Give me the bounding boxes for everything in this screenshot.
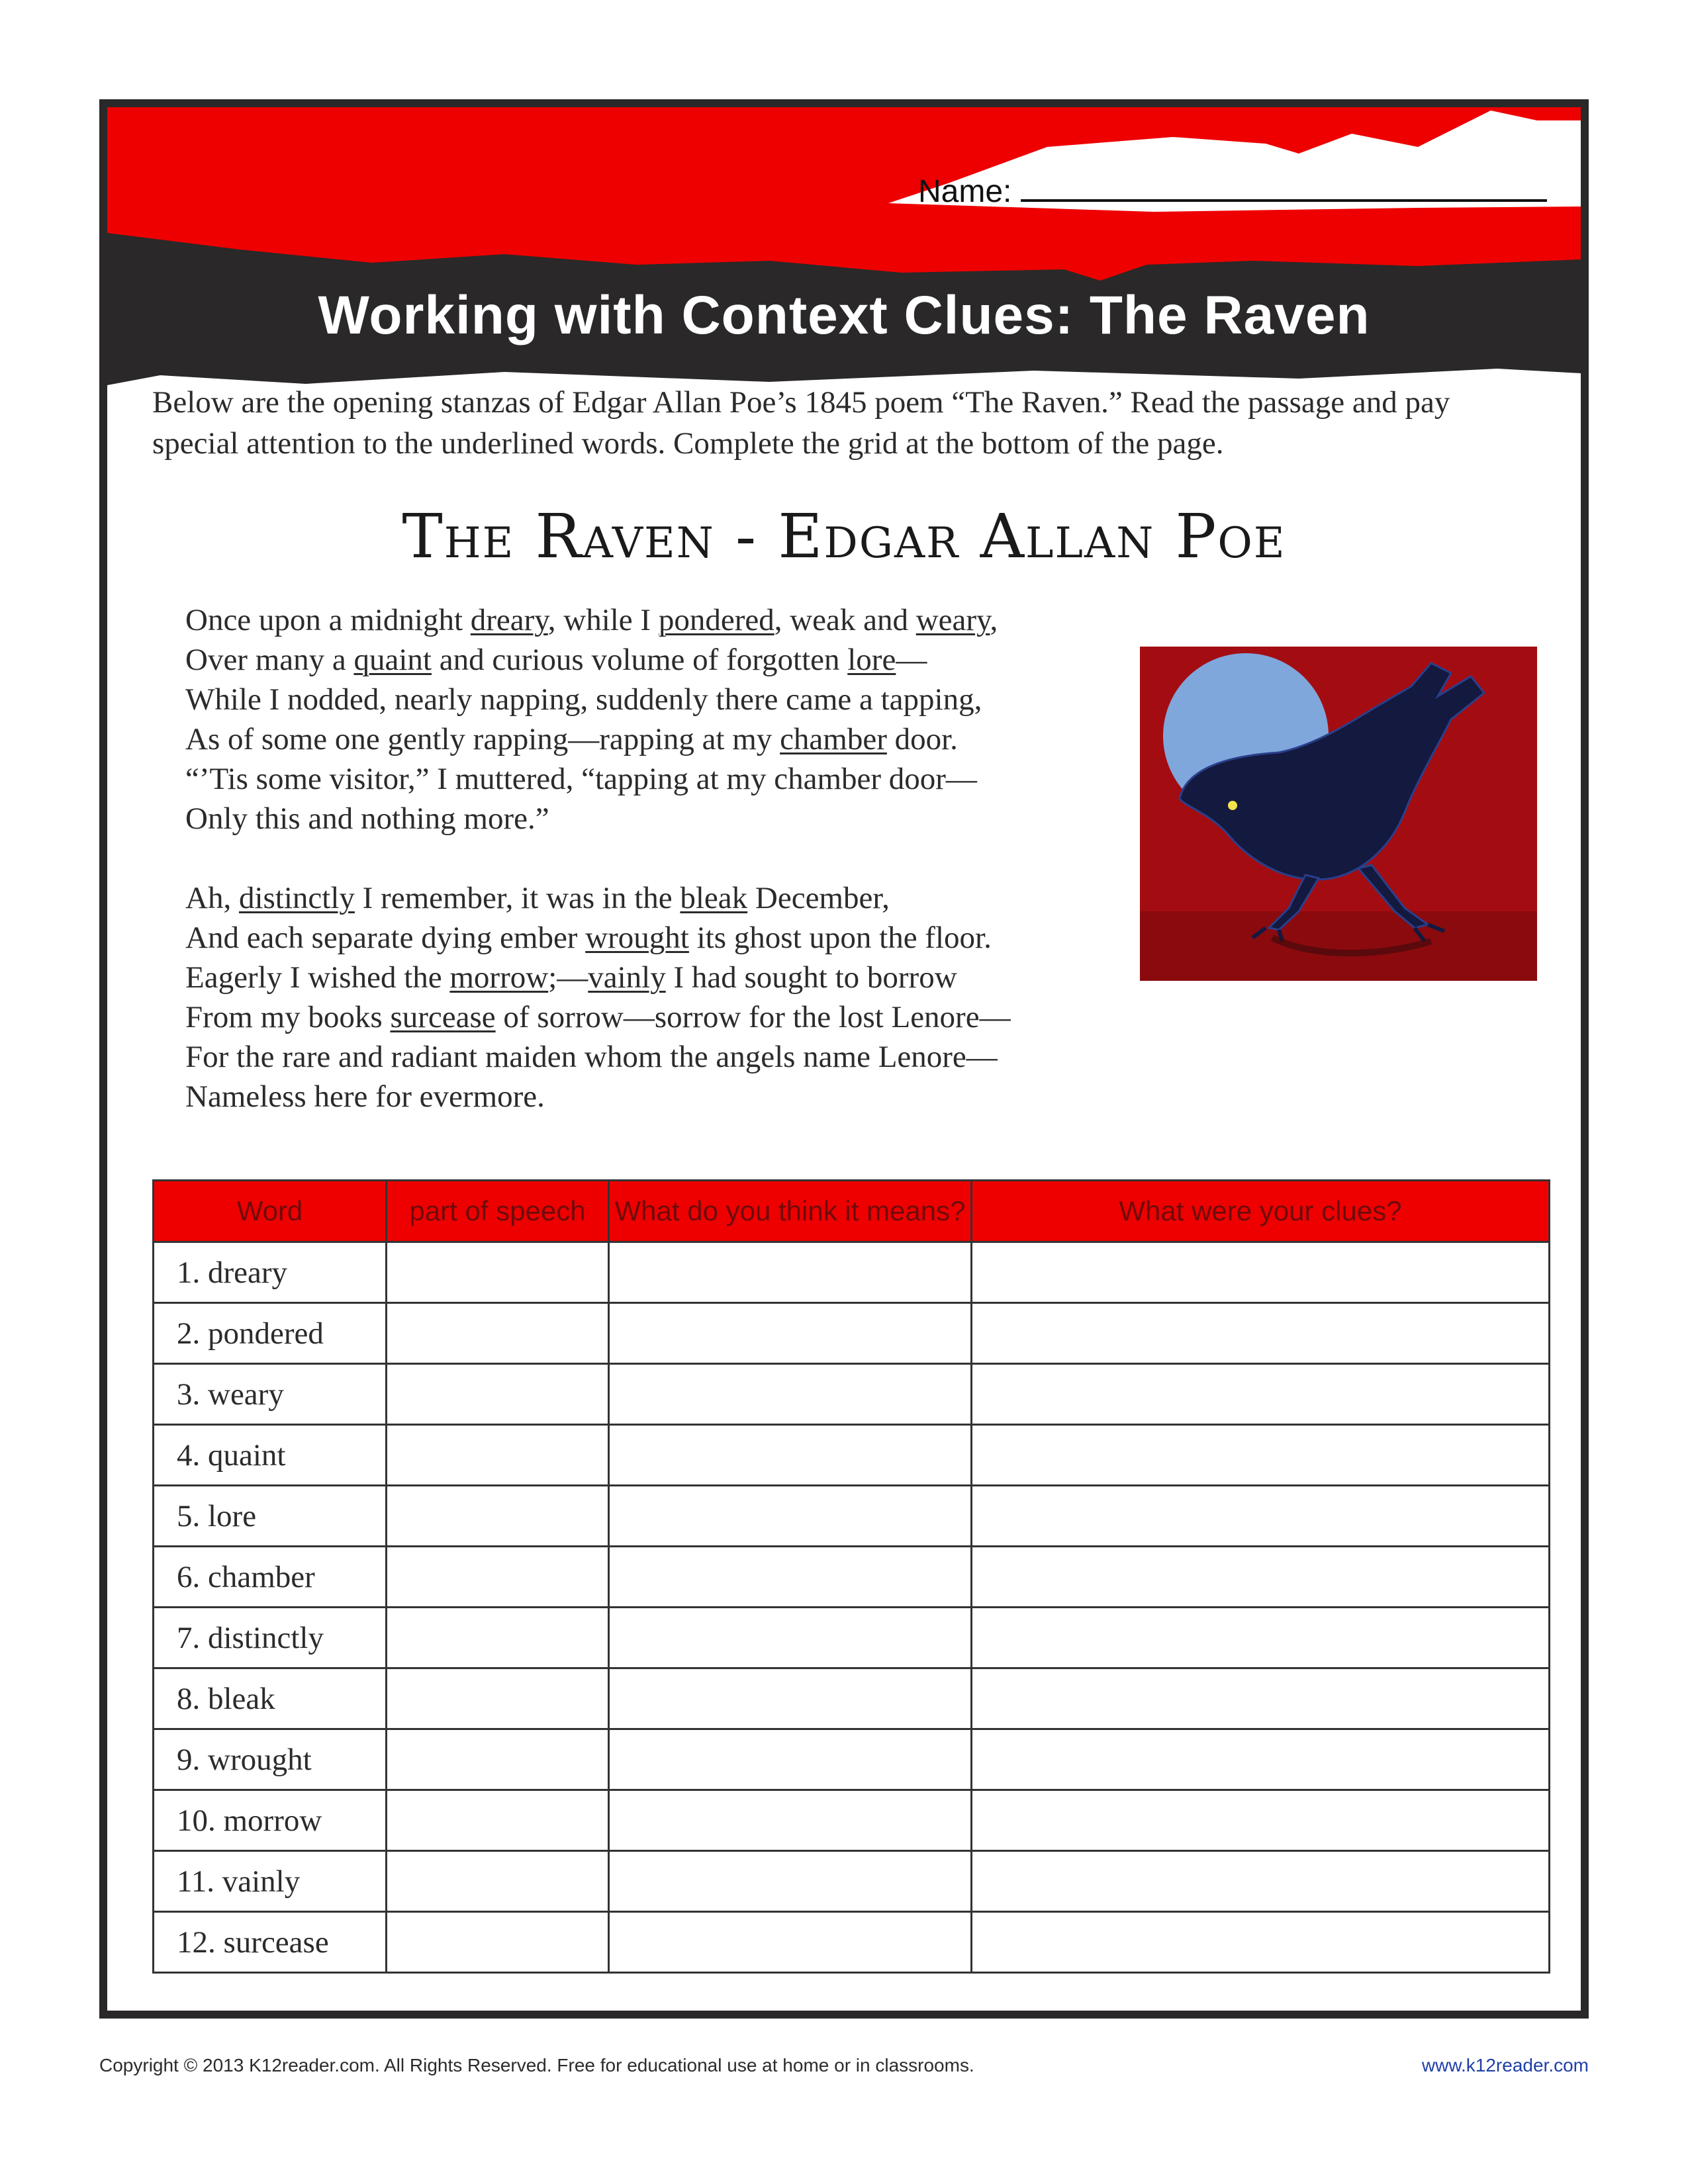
poem-text: As of some one gently rapping—rapping at my bbox=[185, 722, 780, 756]
poem-text: From my books bbox=[185, 1000, 391, 1034]
poem-line bbox=[185, 997, 1205, 1037]
meaning-cell[interactable] bbox=[609, 1486, 972, 1547]
meaning-cell[interactable] bbox=[609, 1364, 972, 1425]
word-cell: 3. weary bbox=[154, 1364, 387, 1425]
word-cell: 9. wrought bbox=[154, 1729, 387, 1790]
table-row bbox=[154, 1851, 1550, 1912]
clues-cell[interactable] bbox=[972, 1242, 1550, 1303]
poem-text: ;— bbox=[548, 960, 588, 995]
poem-text: — bbox=[896, 643, 927, 677]
part-of-speech-cell[interactable] bbox=[387, 1668, 609, 1729]
clues-cell[interactable] bbox=[972, 1364, 1550, 1425]
poem-text: and curious volume of forgotten bbox=[431, 643, 848, 677]
poem-text: Ah, bbox=[185, 881, 239, 915]
meaning-cell[interactable] bbox=[609, 1668, 972, 1729]
clues-cell[interactable] bbox=[972, 1486, 1550, 1547]
vocab-word: dreary bbox=[470, 603, 548, 637]
intro-paragraph: Below are the opening stanzas of Edgar Allan Poe’s 1845 poem “The Raven.” Read the passage and pay special attention to the underlined words. Complete the grid at the bottom of the page. bbox=[152, 385, 1450, 461]
clues-cell[interactable] bbox=[972, 1912, 1550, 1973]
header-part-of-speech: part of speech bbox=[387, 1181, 609, 1242]
poem-line bbox=[185, 918, 1205, 958]
meaning-cell[interactable] bbox=[609, 1851, 972, 1912]
vocab-word: morrow bbox=[449, 960, 549, 995]
table-row bbox=[154, 1790, 1550, 1851]
word-cell: 12. surcease bbox=[154, 1912, 387, 1973]
part-of-speech-cell[interactable] bbox=[387, 1486, 609, 1547]
table-row bbox=[154, 1729, 1550, 1790]
poem-line bbox=[185, 600, 1205, 640]
part-of-speech-cell[interactable] bbox=[387, 1425, 609, 1486]
table-row bbox=[154, 1547, 1550, 1608]
poem-text: , weak and bbox=[774, 603, 916, 637]
name-label: Name: bbox=[918, 174, 1012, 209]
poem-text: While I nodded, nearly napping, suddenly there came a tapping, bbox=[185, 682, 982, 717]
page-title: Working with Context Clues: The Raven bbox=[318, 285, 1370, 345]
part-of-speech-cell[interactable] bbox=[387, 1608, 609, 1668]
footer-link[interactable]: www.k12reader.com bbox=[1421, 2055, 1589, 2075]
clues-cell[interactable] bbox=[972, 1303, 1550, 1364]
meaning-cell[interactable] bbox=[609, 1425, 972, 1486]
clues-cell[interactable] bbox=[972, 1790, 1550, 1851]
table-row bbox=[154, 1912, 1550, 1973]
vocab-word: chamber bbox=[780, 722, 887, 756]
table-row bbox=[154, 1608, 1550, 1668]
raven-eye-icon bbox=[1228, 801, 1237, 810]
poem-text: Over many a bbox=[185, 643, 354, 677]
poem-title: The Raven - Edgar Allan Poe bbox=[402, 501, 1286, 572]
meaning-cell[interactable] bbox=[609, 1608, 972, 1668]
poem-stanza-2 bbox=[185, 878, 1205, 1116]
poem-line bbox=[185, 640, 1205, 680]
poem-text: Once upon a midnight bbox=[185, 603, 471, 637]
poem-text: Eagerly I wished the bbox=[185, 960, 450, 995]
poem-line bbox=[185, 799, 1205, 839]
part-of-speech-cell[interactable] bbox=[387, 1729, 609, 1790]
header-clues: What were your clues? bbox=[972, 1181, 1550, 1242]
part-of-speech-cell[interactable] bbox=[387, 1912, 609, 1973]
footer-copyright: Copyright © 2013 K12reader.com. All Rights Reserved. Free for educational use at home or in classrooms. bbox=[99, 2055, 974, 2075]
poem-line bbox=[185, 1077, 1205, 1116]
header-meaning: What do you think it means? bbox=[609, 1181, 972, 1242]
part-of-speech-cell[interactable] bbox=[387, 1851, 609, 1912]
poem-text: Only this and nothing more.” bbox=[185, 801, 549, 836]
table-row bbox=[154, 1242, 1550, 1303]
word-cell: 8. bleak bbox=[154, 1668, 387, 1729]
poem-line bbox=[185, 958, 1205, 997]
poem-line bbox=[185, 719, 1205, 759]
name-blank-line[interactable] bbox=[1021, 175, 1547, 202]
meaning-cell[interactable] bbox=[609, 1547, 972, 1608]
poem-line bbox=[185, 680, 1205, 719]
clues-cell[interactable] bbox=[972, 1729, 1550, 1790]
part-of-speech-cell[interactable] bbox=[387, 1242, 609, 1303]
part-of-speech-cell[interactable] bbox=[387, 1303, 609, 1364]
poem-text: I remember, it was in the bbox=[354, 881, 680, 915]
poem-text: December, bbox=[747, 881, 890, 915]
header-word: Word bbox=[154, 1181, 387, 1242]
table-header-row bbox=[154, 1181, 1550, 1242]
meaning-cell[interactable] bbox=[609, 1790, 972, 1851]
poem-text: Nameless here for evermore. bbox=[185, 1079, 545, 1114]
poem-text: its ghost upon the floor. bbox=[688, 921, 992, 955]
word-cell: 10. morrow bbox=[154, 1790, 387, 1851]
vocab-word: wrought bbox=[585, 921, 689, 955]
word-cell: 1. dreary bbox=[154, 1242, 387, 1303]
clues-cell[interactable] bbox=[972, 1547, 1550, 1608]
word-cell: 5. lore bbox=[154, 1486, 387, 1547]
table-row bbox=[154, 1668, 1550, 1729]
vocab-word: bleak bbox=[680, 881, 748, 915]
table-row bbox=[154, 1364, 1550, 1425]
vocab-word: quaint bbox=[353, 643, 432, 677]
header-banner bbox=[107, 107, 1581, 398]
word-cell: 2. pondered bbox=[154, 1303, 387, 1364]
vocab-word: weary bbox=[915, 603, 990, 637]
part-of-speech-cell[interactable] bbox=[387, 1364, 609, 1425]
art-floor bbox=[1140, 911, 1537, 981]
clues-cell[interactable] bbox=[972, 1668, 1550, 1729]
clues-cell[interactable] bbox=[972, 1425, 1550, 1486]
poem-text: , while I bbox=[547, 603, 659, 637]
poem-line bbox=[185, 759, 1205, 799]
table-row bbox=[154, 1303, 1550, 1364]
vocab-word: pondered bbox=[658, 603, 774, 637]
meaning-cell[interactable] bbox=[609, 1242, 972, 1303]
poem-text: of sorrow—sorrow for the lost Lenore— bbox=[495, 1000, 1011, 1034]
vocab-word: lore bbox=[847, 643, 896, 677]
poem-text: I had sought to borrow bbox=[665, 960, 957, 995]
meaning-cell[interactable] bbox=[609, 1303, 972, 1364]
word-cell: 11. vainly bbox=[154, 1851, 387, 1912]
part-of-speech-cell[interactable] bbox=[387, 1547, 609, 1608]
table-row bbox=[154, 1425, 1550, 1486]
word-cell: 7. distinctly bbox=[154, 1608, 387, 1668]
meaning-cell[interactable] bbox=[609, 1912, 972, 1973]
word-cell: 6. chamber bbox=[154, 1547, 387, 1608]
poem-line bbox=[185, 878, 1205, 918]
poem-text: For the rare and radiant maiden whom the angels name Lenore— bbox=[185, 1040, 998, 1074]
vocabulary-grid bbox=[152, 1179, 1550, 1974]
clues-cell[interactable] bbox=[972, 1608, 1550, 1668]
poem-line bbox=[185, 1037, 1205, 1077]
poem-text: And each separate dying ember bbox=[185, 921, 586, 955]
vocab-word: vainly bbox=[588, 960, 666, 995]
word-cell: 4. quaint bbox=[154, 1425, 387, 1486]
part-of-speech-cell[interactable] bbox=[387, 1790, 609, 1851]
worksheet-frame bbox=[99, 99, 1589, 2019]
poem-stanza-1 bbox=[185, 600, 1205, 839]
meaning-cell[interactable] bbox=[609, 1729, 972, 1790]
poem-text: “’Tis some visitor,” I muttered, “tapping at my chamber door— bbox=[185, 762, 977, 796]
name-field[interactable] bbox=[918, 173, 1547, 210]
poem-text: door. bbox=[886, 722, 958, 756]
raven-illustration bbox=[1140, 647, 1537, 981]
clues-cell[interactable] bbox=[972, 1851, 1550, 1912]
poem-text: , bbox=[990, 603, 998, 637]
table-row bbox=[154, 1486, 1550, 1547]
vocab-word: distinctly bbox=[238, 881, 355, 915]
vocab-word: surcease bbox=[390, 1000, 496, 1034]
